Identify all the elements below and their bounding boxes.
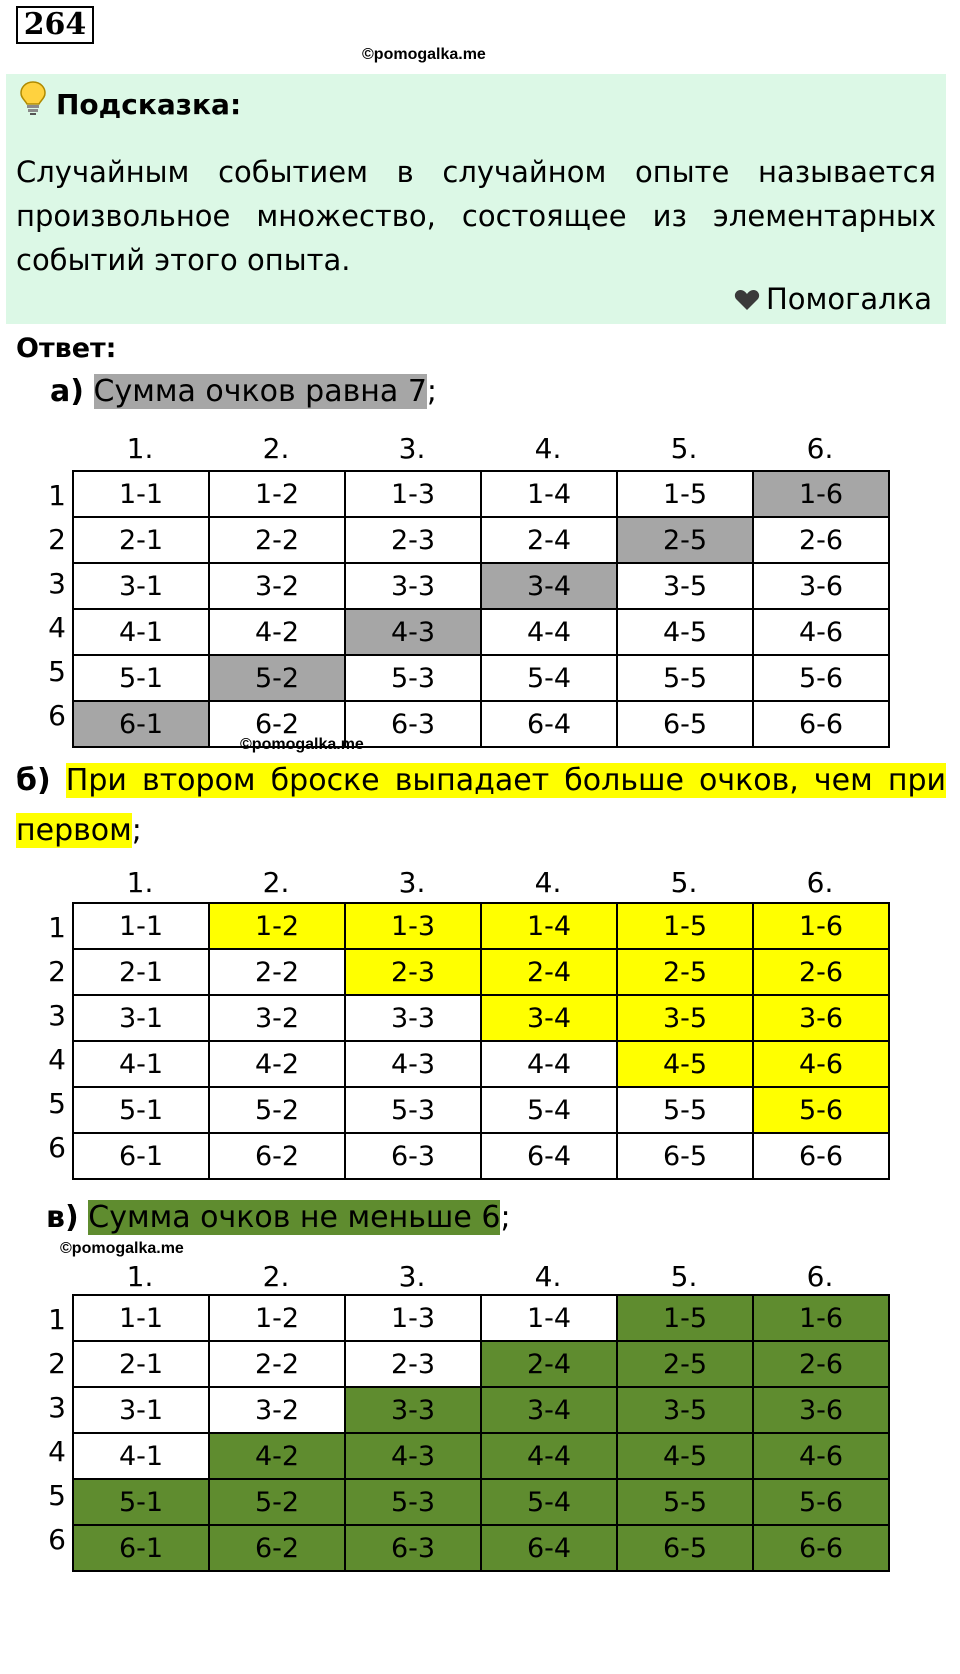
outcome-cell: 4-1 (73, 1041, 209, 1087)
outcome-cell: 3-5 (617, 1387, 753, 1433)
row-header: 2 (48, 955, 66, 988)
outcome-table-b (72, 902, 890, 1180)
row-header: 3 (48, 1391, 66, 1424)
outcome-cell: 3-1 (73, 563, 209, 609)
answer-label: Ответ: (16, 333, 117, 364)
table-row (73, 563, 889, 609)
outcome-cell: 4-6 (753, 1433, 889, 1479)
table-row (73, 903, 889, 949)
outcome-cell: 4-2 (209, 1041, 345, 1087)
col-header: 6. (806, 1260, 834, 1293)
column-headers-c (72, 1260, 888, 1293)
outcome-cell: 2-3 (345, 1341, 481, 1387)
outcome-cell: 5-6 (753, 1087, 889, 1133)
col-header: 4. (534, 866, 562, 899)
outcome-cell: 5-6 (753, 655, 889, 701)
outcome-cell: 3-6 (753, 563, 889, 609)
table-row (73, 995, 889, 1041)
outcome-cell: 2-3 (345, 517, 481, 563)
outcome-cell: 6-2 (209, 1525, 345, 1571)
outcome-cell: 6-2 (209, 1133, 345, 1179)
outcome-cell: 4-3 (345, 1041, 481, 1087)
outcome-cell: 4-2 (209, 1433, 345, 1479)
outcome-cell: 1-5 (617, 903, 753, 949)
table-row (73, 1341, 889, 1387)
row-header: 1 (48, 911, 66, 944)
watermark: ©pomogalka.me (240, 736, 364, 753)
row-header: 5 (48, 1479, 66, 1512)
part-c-tail: ; (500, 1200, 511, 1235)
outcome-cell: 1-5 (617, 1295, 753, 1341)
part-b-tail: ; (131, 813, 142, 848)
col-header: 4. (534, 432, 562, 465)
outcome-cell: 3-1 (73, 995, 209, 1041)
col-header: 6. (806, 866, 834, 899)
col-header: 1. (126, 866, 154, 899)
outcome-cell: 1-5 (617, 471, 753, 517)
outcome-cell: 4-5 (617, 1041, 753, 1087)
outcome-cell: 1-1 (73, 903, 209, 949)
outcome-cell: 4-3 (345, 609, 481, 655)
hint-credit (734, 282, 932, 316)
outcome-cell: 4-2 (209, 609, 345, 655)
outcome-cell: 2-2 (209, 1341, 345, 1387)
outcome-cell: 4-6 (753, 1041, 889, 1087)
outcome-cell: 5-5 (617, 655, 753, 701)
outcome-cell: 3-5 (617, 563, 753, 609)
outcome-cell: 2-1 (73, 1341, 209, 1387)
part-a-text: Сумма очков равна 7 (93, 374, 427, 409)
part-c (46, 1196, 511, 1240)
outcome-cell: 1-4 (481, 903, 617, 949)
outcome-table-c (72, 1294, 890, 1572)
outcome-cell: 4-4 (481, 1433, 617, 1479)
outcome-cell: 5-4 (481, 655, 617, 701)
outcome-cell: 6-6 (753, 1525, 889, 1571)
outcome-cell: 1-6 (753, 1295, 889, 1341)
outcome-cell: 4-5 (617, 609, 753, 655)
outcome-cell: 4-4 (481, 1041, 617, 1087)
outcome-cell: 3-4 (481, 995, 617, 1041)
part-b-text: При втором броске выпадает больше очков, чем при первом (16, 763, 946, 848)
outcome-cell: 3-3 (345, 1387, 481, 1433)
outcome-cell: 5-5 (617, 1479, 753, 1525)
col-header: 3. (398, 1260, 426, 1293)
hint-title: Подсказка: (56, 88, 242, 121)
heart-icon (734, 289, 760, 311)
outcome-cell: 1-3 (345, 903, 481, 949)
outcome-cell: 3-2 (209, 563, 345, 609)
outcome-cell: 4-5 (617, 1433, 753, 1479)
outcome-cell: 2-1 (73, 517, 209, 563)
outcome-cell: 5-2 (209, 1087, 345, 1133)
part-a (50, 370, 437, 414)
row-header: 3 (48, 567, 66, 600)
outcome-cell: 1-6 (753, 471, 889, 517)
outcome-cell: 3-2 (209, 995, 345, 1041)
part-b-letter: б) (16, 763, 51, 798)
outcome-cell: 6-5 (617, 1525, 753, 1571)
col-header: 5. (670, 1260, 698, 1293)
part-c-text: Сумма очков не меньше 6 (88, 1200, 501, 1235)
col-header: 1. (126, 432, 154, 465)
task-number: 264 (16, 6, 94, 44)
row-header: 4 (48, 1043, 66, 1076)
outcome-cell: 2-6 (753, 949, 889, 995)
part-a-letter: а) (50, 374, 84, 409)
outcome-cell: 5-2 (209, 1479, 345, 1525)
outcome-cell: 2-3 (345, 949, 481, 995)
table-row (73, 701, 889, 747)
outcome-cell: 1-3 (345, 471, 481, 517)
outcome-cell: 3-4 (481, 1387, 617, 1433)
table-row (73, 471, 889, 517)
col-header: 2. (262, 432, 290, 465)
table-row (73, 949, 889, 995)
outcome-cell: 1-6 (753, 903, 889, 949)
outcome-cell: 6-1 (73, 1133, 209, 1179)
outcome-cell: 3-4 (481, 563, 617, 609)
column-headers-b (72, 866, 888, 899)
outcome-cell: 4-1 (73, 1433, 209, 1479)
row-headers-c (40, 1298, 66, 1562)
outcome-cell: 1-2 (209, 1295, 345, 1341)
col-header: 1. (126, 1260, 154, 1293)
outcome-cell: 6-6 (753, 701, 889, 747)
outcome-cell: 2-5 (617, 517, 753, 563)
row-header: 5 (48, 1087, 66, 1120)
row-header: 6 (48, 1523, 66, 1556)
column-headers-a (72, 432, 888, 465)
outcome-cell: 2-4 (481, 1341, 617, 1387)
outcome-cell: 4-3 (345, 1433, 481, 1479)
outcome-cell: 3-1 (73, 1387, 209, 1433)
outcome-cell: 6-3 (345, 701, 481, 747)
col-header: 5. (670, 432, 698, 465)
outcome-cell: 2-2 (209, 949, 345, 995)
table-row (73, 609, 889, 655)
part-a-tail: ; (426, 374, 438, 409)
outcome-cell: 2-6 (753, 1341, 889, 1387)
outcome-cell: 5-4 (481, 1087, 617, 1133)
row-header: 2 (48, 523, 66, 556)
table-row (73, 1387, 889, 1433)
col-header: 2. (262, 866, 290, 899)
outcome-cell: 6-3 (345, 1525, 481, 1571)
outcome-cell: 2-2 (209, 517, 345, 563)
col-header: 2. (262, 1260, 290, 1293)
outcome-cell: 3-5 (617, 995, 753, 1041)
col-header: 4. (534, 1260, 562, 1293)
outcome-cell: 2-4 (481, 517, 617, 563)
table-row (73, 655, 889, 701)
outcome-cell: 2-5 (617, 1341, 753, 1387)
row-header: 1 (48, 479, 66, 512)
outcome-cell: 5-1 (73, 1087, 209, 1133)
outcome-cell: 3-3 (345, 995, 481, 1041)
outcome-cell: 1-3 (345, 1295, 481, 1341)
col-header: 3. (398, 432, 426, 465)
outcome-cell: 2-6 (753, 517, 889, 563)
row-header: 4 (48, 611, 66, 644)
table-row (73, 1133, 889, 1179)
row-header: 4 (48, 1435, 66, 1468)
outcome-cell: 3-6 (753, 995, 889, 1041)
col-header: 3. (398, 866, 426, 899)
outcome-cell: 1-2 (209, 471, 345, 517)
outcome-cell: 4-6 (753, 609, 889, 655)
outcome-cell: 6-5 (617, 701, 753, 747)
watermark: ©pomogalka.me (362, 46, 486, 63)
outcome-cell: 1-1 (73, 471, 209, 517)
outcome-cell: 5-1 (73, 655, 209, 701)
outcome-cell: 6-6 (753, 1133, 889, 1179)
outcome-cell: 1-1 (73, 1295, 209, 1341)
row-headers-b (40, 906, 66, 1170)
col-header: 5. (670, 866, 698, 899)
outcome-cell: 3-3 (345, 563, 481, 609)
outcome-cell: 5-3 (345, 1087, 481, 1133)
row-header: 2 (48, 1347, 66, 1380)
outcome-cell: 6-1 (73, 1525, 209, 1571)
outcome-cell: 5-2 (209, 655, 345, 701)
row-header: 6 (48, 699, 66, 732)
outcome-cell: 5-1 (73, 1479, 209, 1525)
credit-text: Помогалка (766, 282, 932, 316)
table-row (73, 1295, 889, 1341)
outcome-cell: 5-4 (481, 1479, 617, 1525)
outcome-cell: 6-5 (617, 1133, 753, 1179)
outcome-cell: 6-4 (481, 1525, 617, 1571)
table-row (73, 1087, 889, 1133)
outcome-cell: 6-2 (209, 701, 345, 747)
outcome-cell: 3-2 (209, 1387, 345, 1433)
outcome-cell: 6-3 (345, 1133, 481, 1179)
outcome-cell: 1-4 (481, 1295, 617, 1341)
part-c-letter: в) (46, 1200, 79, 1235)
table-row (73, 1525, 889, 1571)
table-row (73, 1041, 889, 1087)
outcome-cell: 2-1 (73, 949, 209, 995)
part-b (16, 756, 946, 856)
outcome-cell: 4-1 (73, 609, 209, 655)
row-header: 3 (48, 999, 66, 1032)
row-header: 1 (48, 1303, 66, 1336)
table-row (73, 517, 889, 563)
watermark: ©pomogalka.me (60, 1240, 184, 1257)
outcome-cell: 3-6 (753, 1387, 889, 1433)
outcome-cell: 5-3 (345, 655, 481, 701)
table-row (73, 1479, 889, 1525)
hint-text: Случайным событием в случайном опыте называется произвольное множество, состоящее из элементарных событий этого опыта. (16, 155, 936, 277)
row-headers-a (40, 474, 66, 738)
outcome-cell: 6-1 (73, 701, 209, 747)
outcome-cell: 1-4 (481, 471, 617, 517)
outcome-cell: 6-4 (481, 701, 617, 747)
table-row (73, 1433, 889, 1479)
row-header: 5 (48, 655, 66, 688)
col-header: 6. (806, 432, 834, 465)
outcome-cell: 6-4 (481, 1133, 617, 1179)
outcome-cell: 4-4 (481, 609, 617, 655)
outcome-cell: 1-2 (209, 903, 345, 949)
outcome-cell: 2-4 (481, 949, 617, 995)
outcome-cell: 5-5 (617, 1087, 753, 1133)
lightbulb-icon (18, 80, 48, 120)
row-header: 6 (48, 1131, 66, 1164)
outcome-table-a (72, 470, 890, 748)
outcome-cell: 5-6 (753, 1479, 889, 1525)
outcome-cell: 2-5 (617, 949, 753, 995)
outcome-cell: 5-3 (345, 1479, 481, 1525)
